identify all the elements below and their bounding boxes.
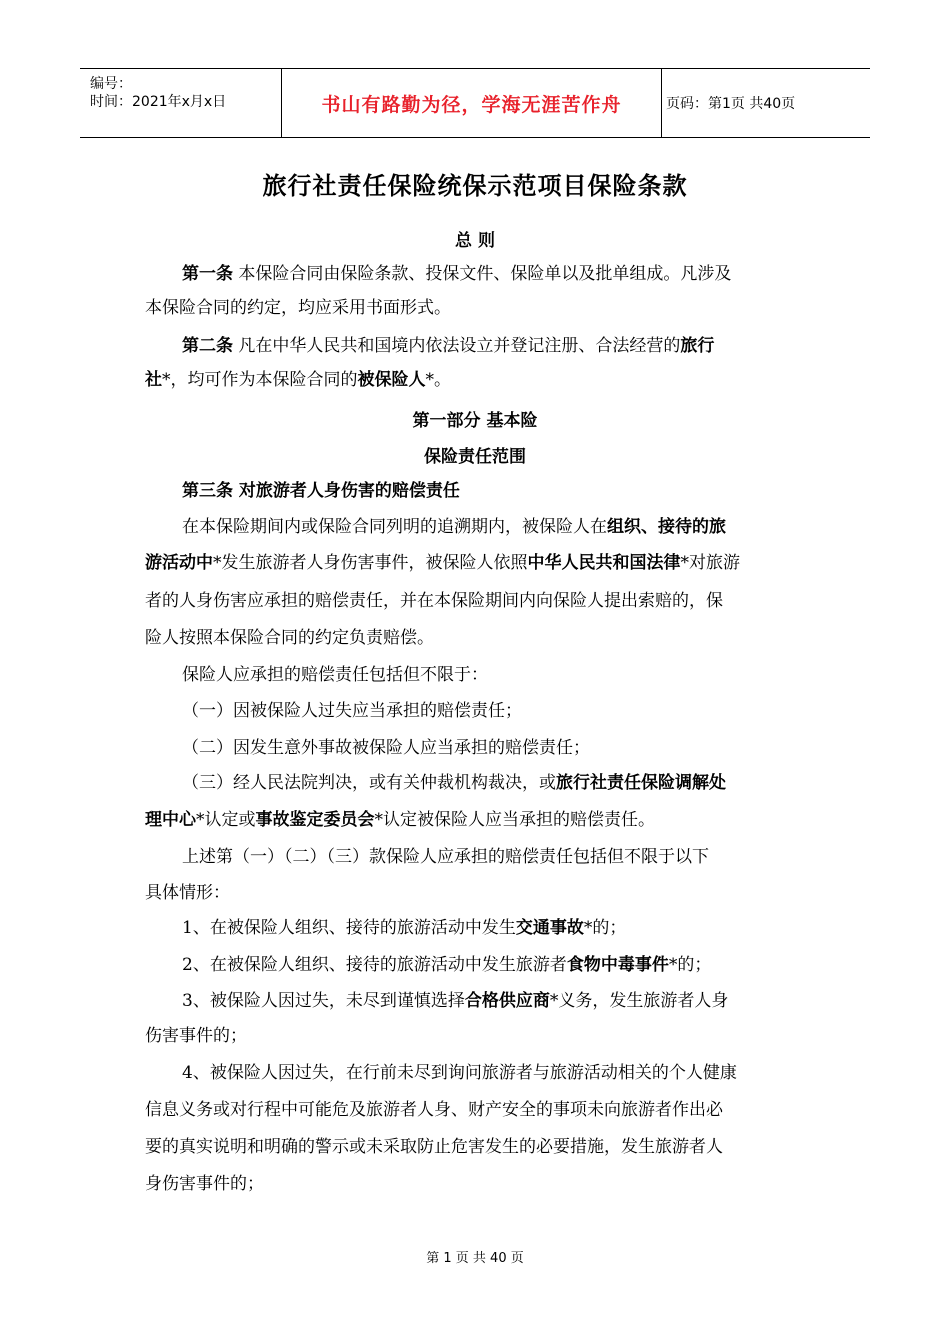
case-1 [182, 916, 810, 940]
term-insured: 被保险人 [357, 370, 426, 390]
item-3-line-1 [182, 771, 810, 795]
item-3-text-3: *认定被保险人应当承担的赔偿责任。 [374, 810, 655, 830]
term-travel-agency-a: 旅行 [680, 336, 715, 356]
header-page-cell [662, 69, 870, 137]
part-1-heading: 第一部分 基本险 [412, 411, 538, 431]
article-2-line-2 [145, 368, 810, 392]
para-1-text-3: *对旅游 [680, 553, 740, 573]
scope-heading: 保险责任范围 [424, 447, 526, 467]
case-3-text-2: *义务，发生旅游者人身 [549, 991, 729, 1011]
para-1-text: 在本保险期间内或保险合同列明的追溯期内，被保险人在 [182, 517, 607, 537]
article-2-text: 凡在中华人民共和国境内依法设立并登记注册、合法经营的 [233, 336, 681, 356]
case-3-line-2: 伤害事件的； [145, 1026, 247, 1046]
item-3-line-2 [145, 808, 810, 832]
article-2-line-1 [182, 334, 810, 358]
para-1-line-2 [145, 551, 810, 575]
term-accident-committee: 事故鉴定委员会 [255, 810, 375, 830]
term-travel-agency-b: 社 [145, 370, 162, 390]
article-2-label: 第二条 [182, 336, 233, 356]
article-1-line-2: 本保险合同的约定，均应采用书面形式。 [145, 298, 451, 318]
article-3-title: 第三条 对旅游者人身伤害的赔偿责任 [182, 481, 460, 501]
article-2-text-2: *，均可作为本保险合同的 [162, 370, 358, 390]
document-title: 旅行社责任保险统保示范项目保险条款 [262, 171, 688, 200]
article-1-text: 本保险合同由保险条款、投保文件、保险单以及批单组成。凡涉及 [233, 264, 732, 284]
section-general-heading: 总 则 [455, 231, 495, 251]
case-1-text: 1、在被保险人组织、接待的旅游活动中发生 [182, 918, 516, 938]
term-organized-activities-b: 游活动中 [145, 553, 213, 573]
header-motto-cell [281, 69, 662, 137]
para-1-line-3: 者的人身伤害应承担的赔偿责任，并在本保险期间内向保险人提出索赔的，保 [145, 591, 723, 611]
para-2: 保险人应承担的赔偿责任包括但不限于： [182, 665, 488, 685]
para-3-line-1: 上述第（一）（二）（三）款保险人应承担的赔偿责任包括但不限于以下 [182, 847, 709, 867]
term-qualified-supplier: 合格供应商 [464, 991, 550, 1011]
term-prc-law: 中华人民共和国法律 [527, 553, 681, 573]
case-4-line-4: 身伤害事件的； [145, 1174, 264, 1194]
para-1-line-1 [182, 515, 810, 539]
case-1-end: *的； [583, 918, 627, 938]
number-label: 编号： [90, 76, 132, 92]
article-1-line-1 [182, 262, 810, 286]
term-mediation-center-b: 理中心 [145, 810, 196, 830]
item-2: （二）因发生意外事故被保险人应当承担的赔偿责任； [182, 738, 590, 758]
para-1-text-2: *发生旅游者人身伤害事件，被保险人依照 [213, 553, 528, 573]
case-4-line-1: 4、被保险人因过失，在行前未尽到询问旅游者与旅游活动相关的个人健康 [182, 1063, 737, 1083]
item-3-text-2: *认定或 [196, 810, 256, 830]
case-3-text: 3、被保险人因过失，未尽到谨慎选择 [182, 991, 465, 1011]
para-3-line-2: 具体情形： [145, 883, 230, 903]
case-2 [182, 953, 810, 977]
case-2-end: *的； [668, 955, 712, 975]
page-header [80, 68, 870, 138]
case-4-line-2: 信息义务或对行程中可能危及旅游者人身、财产安全的事项未向旅游者作出必 [145, 1100, 723, 1120]
article-1-label: 第一条 [182, 264, 233, 284]
article-2-text-3: *。 [425, 370, 451, 390]
case-4-line-3: 要的真实说明和明确的警示或未采取防止危害发生的必要措施，发生旅游者人 [145, 1137, 723, 1157]
item-1: （一）因被保险人过失应当承担的赔偿责任； [182, 701, 522, 721]
header-meta [80, 69, 281, 137]
page-footer: 第 1 页 共 40 页 [426, 1251, 524, 1266]
para-1-line-4: 险人按照本保险合同的约定负责赔偿。 [145, 628, 434, 648]
item-3-text: （三）经人民法院判决，或有关仲裁机构裁决，或 [182, 773, 556, 793]
motto-text: 书山有路勤为径，学海无涯苦作舟 [321, 93, 622, 116]
term-traffic-accident: 交通事故 [515, 918, 584, 938]
term-food-poisoning: 食物中毒事件 [566, 955, 669, 975]
term-organized-activities-a: 组织、接待的旅 [607, 517, 726, 537]
case-2-text: 2、在被保险人组织、接待的旅游活动中发生旅游者 [182, 955, 567, 975]
time-label: 时间：2021年x月x日 [90, 94, 227, 110]
term-mediation-center-a: 旅行社责任保险调解处 [556, 773, 726, 793]
page-info: 页码：第1页 共40页 [666, 96, 796, 112]
case-3-line-1 [182, 989, 810, 1013]
